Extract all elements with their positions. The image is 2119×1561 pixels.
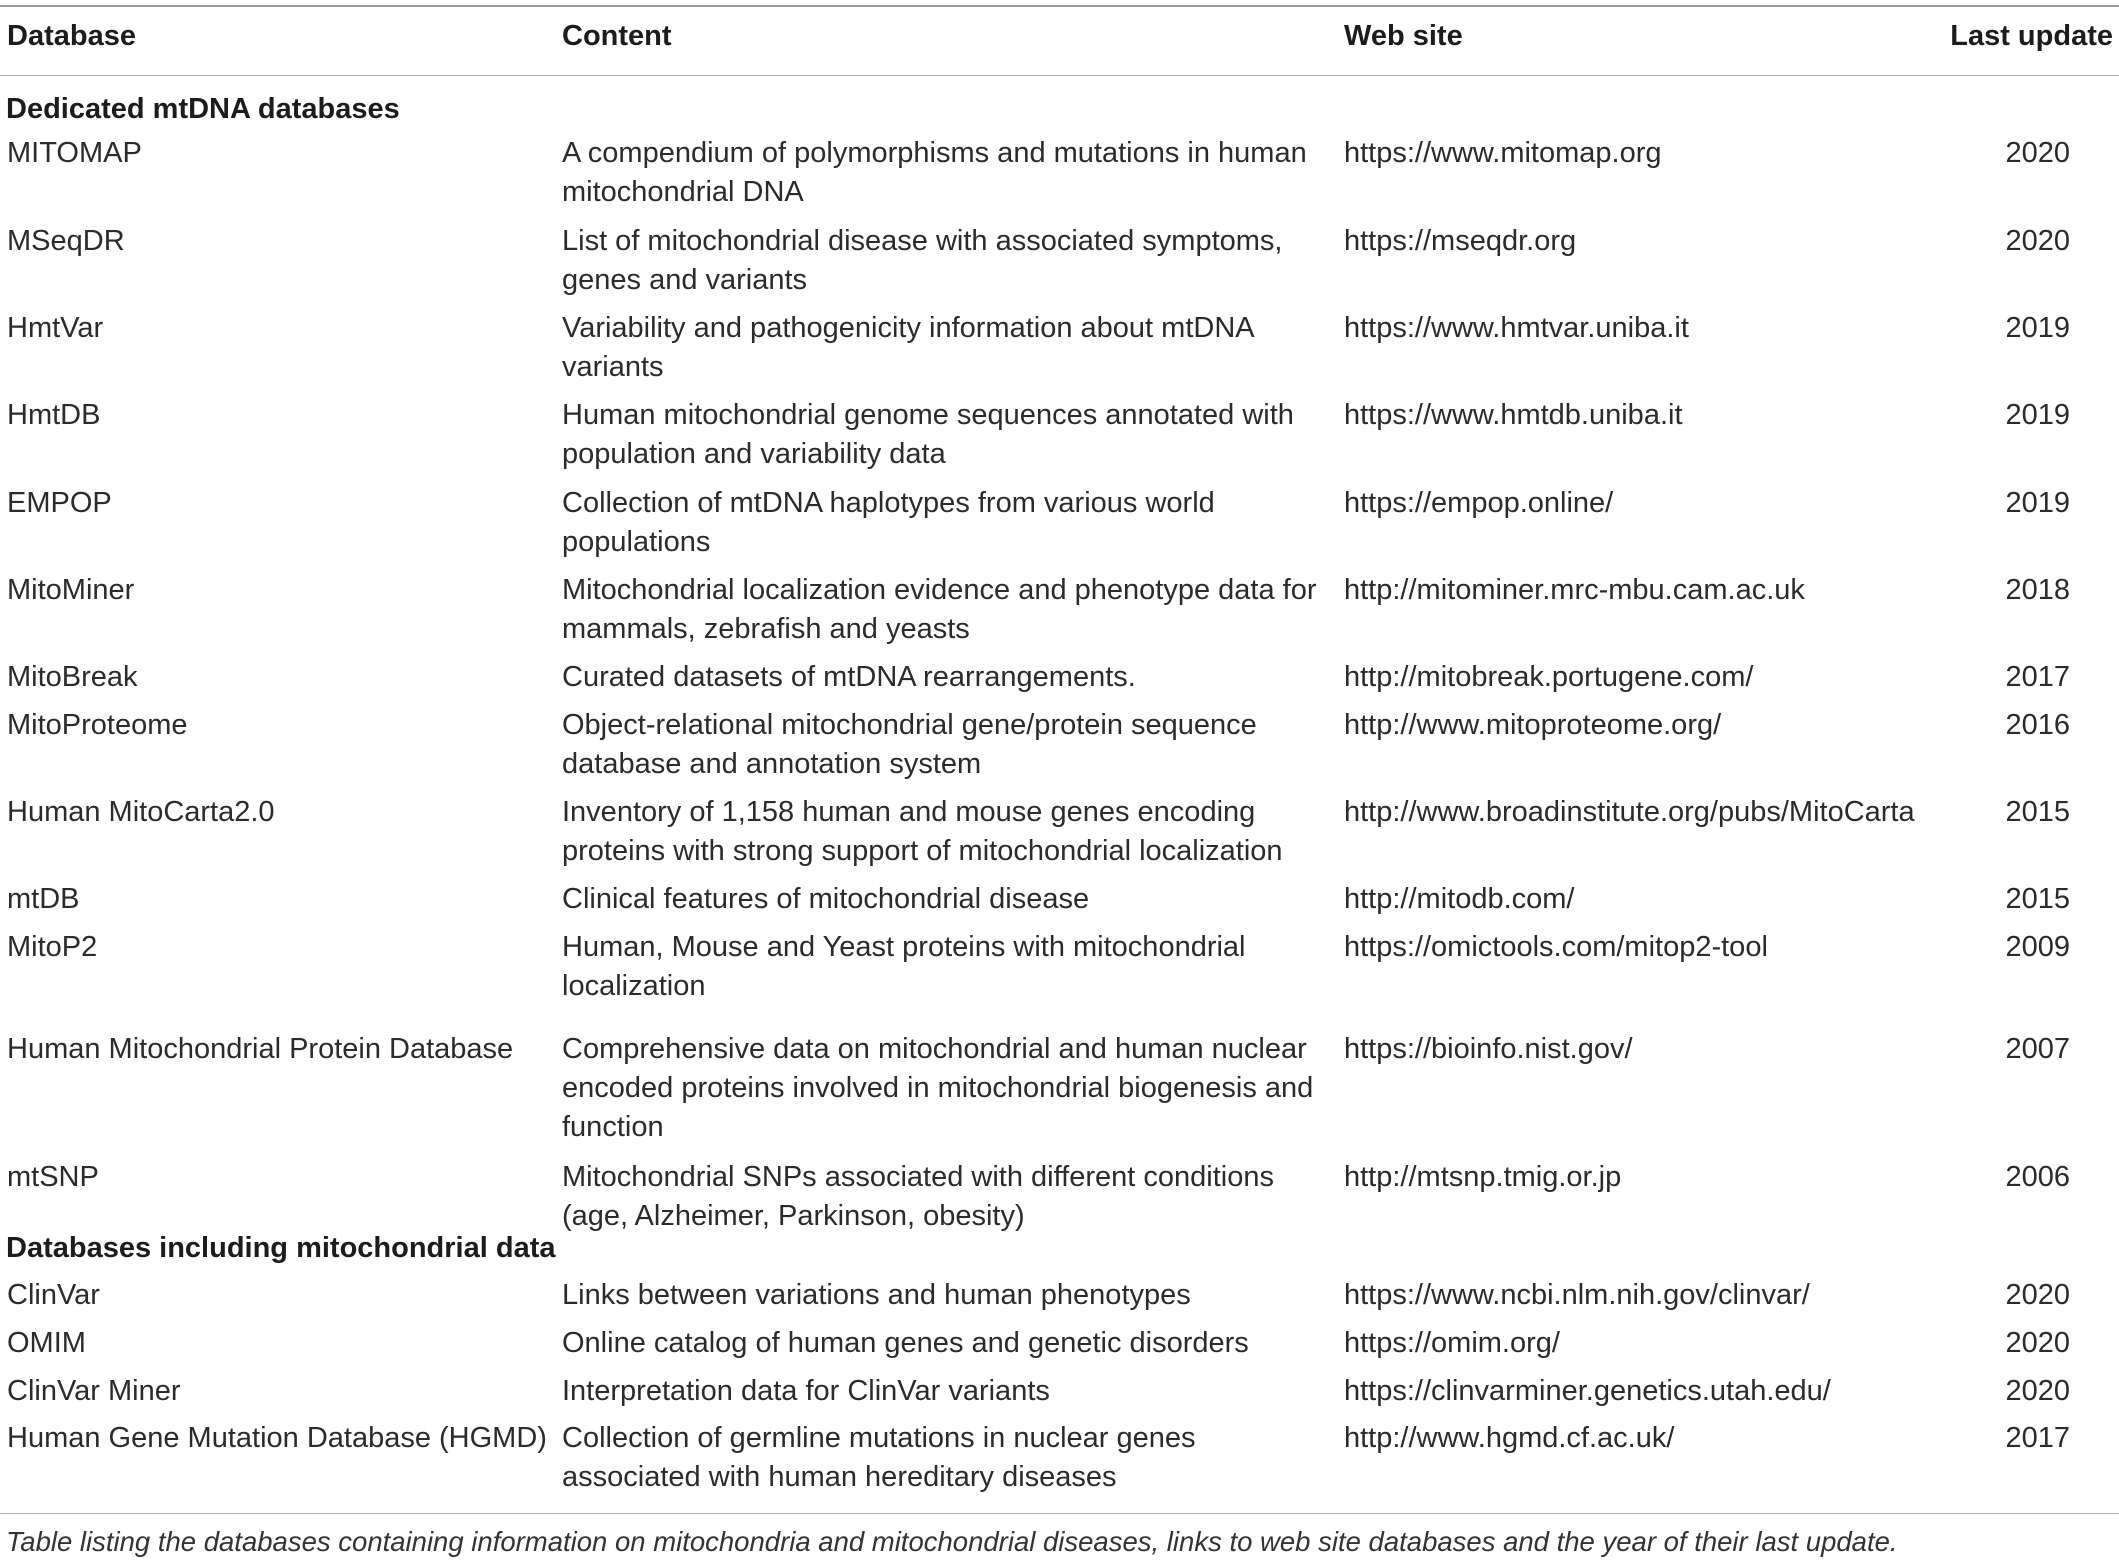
- cell-last-update: 2020: [2005, 1279, 2070, 1311]
- cell-last-update: 2018: [2005, 574, 2070, 606]
- cell-content: Variability and pathogenicity information about mtDNA variants: [562, 312, 1255, 383]
- cell-content: Collection of germline mutations in nuclear genes associated with human hereditary diseases: [562, 1422, 1196, 1493]
- cell-website-link[interactable]: http://mitodb.com/: [1344, 883, 1575, 915]
- cell-content: Object-relational mitochondrial gene/protein sequence database and annotation system: [562, 709, 1257, 780]
- cell-last-update: 2017: [2005, 1422, 2070, 1454]
- cell-content: List of mitochondrial disease with associated symptoms, genes and variants: [562, 225, 1283, 296]
- cell-website-link[interactable]: http://www.mitoproteome.org/: [1344, 709, 1722, 741]
- cell-database: OMIM: [7, 1327, 86, 1359]
- cell-website-link[interactable]: https://www.mitomap.org: [1344, 137, 1662, 169]
- cell-database: Human Gene Mutation Database (HGMD): [7, 1422, 547, 1454]
- cell-database: MitoP2: [7, 931, 98, 963]
- cell-content: Comprehensive data on mitochondrial and human nuclear encoded proteins involved in mitochondrial biogenesis and function: [562, 1033, 1314, 1143]
- cell-last-update: 2016: [2005, 709, 2070, 741]
- cell-content: Interpretation data for ClinVar variants: [562, 1375, 1050, 1407]
- cell-website-link[interactable]: http://www.broadinstitute.org/pubs/MitoCarta: [1344, 796, 1915, 828]
- cell-last-update: 2015: [2005, 796, 2070, 828]
- header-last-update: Last update: [1950, 20, 2113, 52]
- cell-content: Online catalog of human genes and genetic disorders: [562, 1327, 1249, 1359]
- cell-last-update: 2020: [2005, 1327, 2070, 1359]
- cell-content: Links between variations and human phenotypes: [562, 1279, 1191, 1311]
- cell-content: A compendium of polymorphisms and mutations in human mitochondrial DNA: [562, 137, 1307, 208]
- cell-website-link[interactable]: http://www.hgmd.cf.ac.uk/: [1344, 1422, 1675, 1454]
- cell-database: mtDB: [7, 883, 80, 915]
- cell-database: HmtDB: [7, 399, 101, 431]
- cell-last-update: 2020: [2005, 137, 2070, 169]
- cell-database: HmtVar: [7, 312, 104, 344]
- header-website: Web site: [1344, 20, 1463, 52]
- cell-database: MitoMiner: [7, 574, 135, 606]
- cell-last-update: 2019: [2005, 487, 2070, 519]
- table-top-rule: [0, 5, 2119, 7]
- cell-database: MITOMAP: [7, 137, 142, 169]
- cell-database: mtSNP: [7, 1161, 99, 1193]
- cell-last-update: 2007: [2005, 1033, 2070, 1065]
- cell-content: Mitochondrial localization evidence and phenotype data for mammals, zebrafish and yeasts: [562, 574, 1317, 645]
- cell-website-link[interactable]: http://mitobreak.portugene.com/: [1344, 661, 1754, 693]
- table-bottom-rule: [0, 1513, 2119, 1514]
- cell-content: Human, Mouse and Yeast proteins with mitochondrial localization: [562, 931, 1246, 1002]
- cell-last-update: 2019: [2005, 399, 2070, 431]
- cell-last-update: 2020: [2005, 225, 2070, 257]
- cell-website-link[interactable]: https://omictools.com/mitop2-tool: [1344, 931, 1768, 963]
- cell-database: ClinVar Miner: [7, 1375, 181, 1407]
- cell-database: Human Mitochondrial Protein Database: [7, 1033, 514, 1065]
- cell-last-update: 2006: [2005, 1161, 2070, 1193]
- cell-database: MitoProteome: [7, 709, 188, 741]
- cell-database: EMPOP: [7, 487, 112, 519]
- cell-last-update: 2019: [2005, 312, 2070, 344]
- cell-content: Curated datasets of mtDNA rearrangements.: [562, 661, 1136, 693]
- table-header-rule: [0, 75, 2119, 76]
- cell-database: MSeqDR: [7, 225, 125, 257]
- header-content: Content: [562, 20, 672, 52]
- header-database: Database: [7, 20, 136, 52]
- cell-last-update: 2009: [2005, 931, 2070, 963]
- cell-last-update: 2017: [2005, 661, 2070, 693]
- cell-content: Mitochondrial SNPs associated with different conditions (age, Alzheimer, Parkinson, obesity): [562, 1161, 1274, 1232]
- section-title: Dedicated mtDNA databases: [6, 93, 400, 125]
- cell-website-link[interactable]: http://mtsnp.tmig.or.jp: [1344, 1161, 1622, 1193]
- table-caption: Table listing the databases containing information on mitochondria and mitochondrial diseases, links to web site databases and the year of their last update.: [6, 1526, 1898, 1557]
- cell-website-link[interactable]: https://www.hmtvar.uniba.it: [1344, 312, 1689, 344]
- cell-website-link[interactable]: https://www.ncbi.nlm.nih.gov/clinvar/: [1344, 1279, 1810, 1311]
- cell-website-link[interactable]: https://omim.org/: [1344, 1327, 1560, 1359]
- cell-content: Human mitochondrial genome sequences annotated with population and variability data: [562, 399, 1294, 470]
- cell-website-link[interactable]: https://mseqdr.org: [1344, 225, 1577, 257]
- section-title: Databases including mitochondrial data: [6, 1232, 556, 1264]
- cell-database: ClinVar: [7, 1279, 100, 1311]
- cell-last-update: 2020: [2005, 1375, 2070, 1407]
- cell-content: Clinical features of mitochondrial disease: [562, 883, 1090, 915]
- cell-content: Inventory of 1,158 human and mouse genes encoding proteins with strong support of mitochondrial localization: [562, 796, 1283, 867]
- cell-database: MitoBreak: [7, 661, 138, 693]
- cell-database: Human MitoCarta2.0: [7, 796, 275, 828]
- cell-website-link[interactable]: http://mitominer.mrc-mbu.cam.ac.uk: [1344, 574, 1805, 606]
- cell-last-update: 2015: [2005, 883, 2070, 915]
- cell-website-link[interactable]: https://clinvarminer.genetics.utah.edu/: [1344, 1375, 1831, 1407]
- cell-content: Collection of mtDNA haplotypes from various world populations: [562, 487, 1215, 558]
- cell-website-link[interactable]: https://empop.online/: [1344, 487, 1614, 519]
- cell-website-link[interactable]: https://www.hmtdb.uniba.it: [1344, 399, 1683, 431]
- cell-website-link[interactable]: https://bioinfo.nist.gov/: [1344, 1033, 1633, 1065]
